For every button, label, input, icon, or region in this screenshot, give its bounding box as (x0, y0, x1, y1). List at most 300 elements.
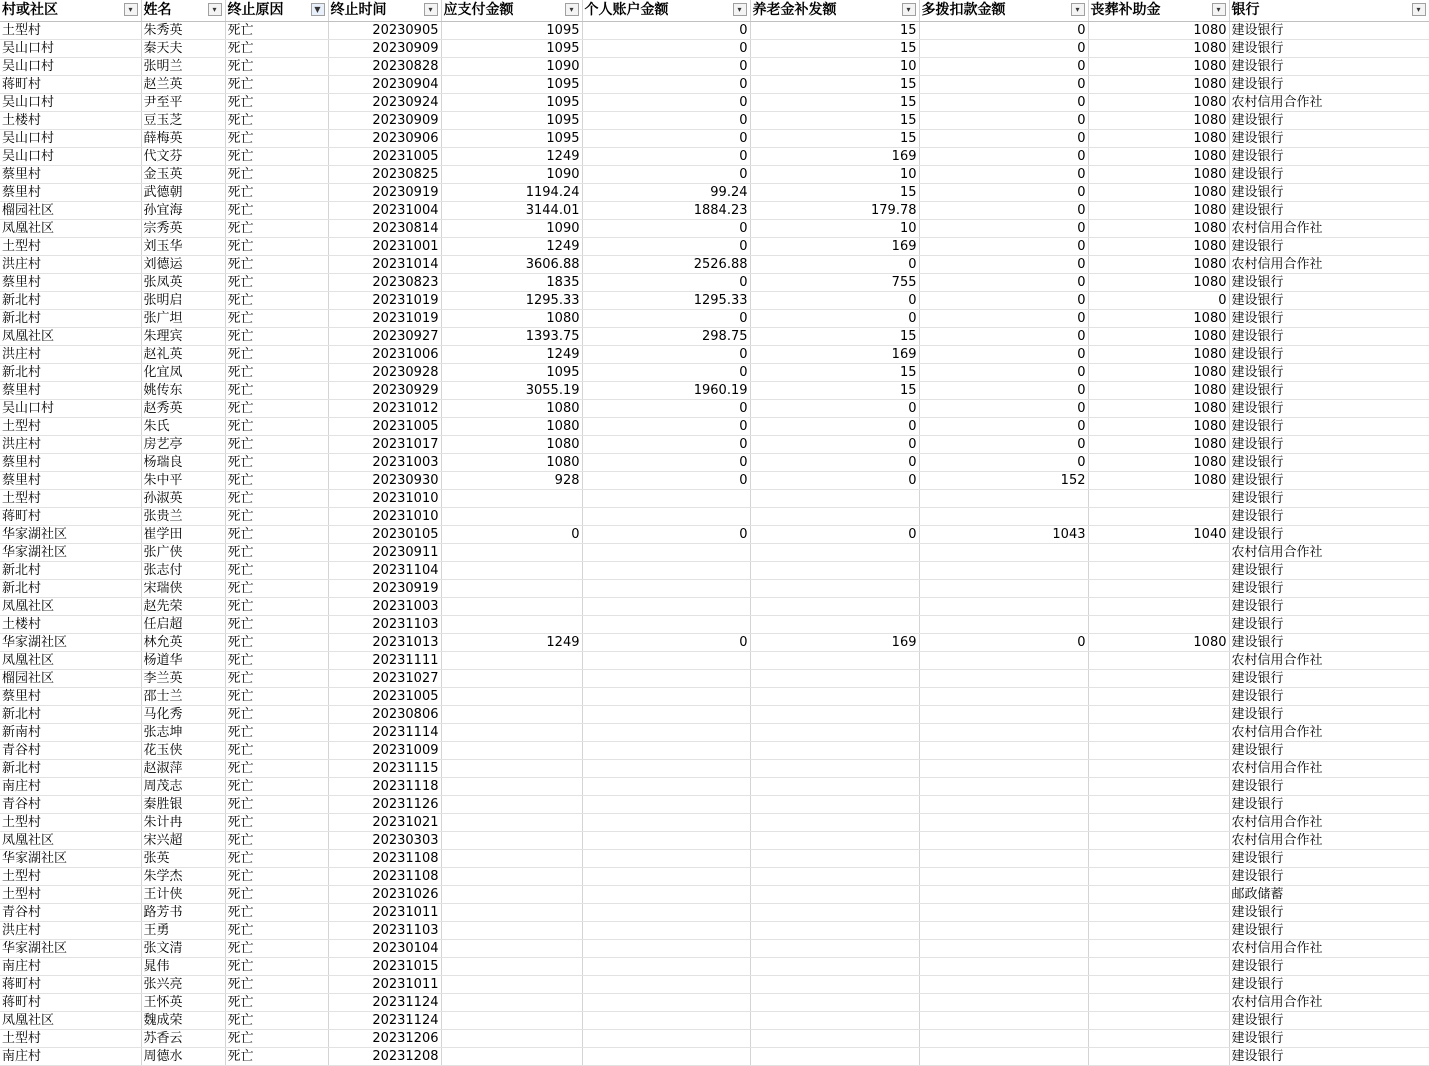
payable-amount-cell[interactable]: 1080 (441, 436, 582, 454)
termination-date-cell[interactable]: 20231026 (328, 886, 441, 904)
termination-reason-cell[interactable]: 死亡 (225, 616, 328, 634)
payable-amount-cell[interactable]: 3055.19 (441, 382, 582, 400)
personal-account-cell[interactable] (582, 814, 750, 832)
pension-reissue-cell[interactable] (750, 814, 919, 832)
village-cell[interactable]: 新北村 (0, 760, 141, 778)
personal-account-cell[interactable] (582, 508, 750, 526)
personal-account-cell[interactable]: 0 (582, 22, 750, 40)
village-cell[interactable]: 土楼村 (0, 616, 141, 634)
village-cell[interactable]: 洪庄村 (0, 346, 141, 364)
personal-account-cell[interactable]: 0 (582, 634, 750, 652)
personal-account-cell[interactable]: 2526.88 (582, 256, 750, 274)
termination-reason-cell[interactable]: 死亡 (225, 796, 328, 814)
termination-reason-cell[interactable]: 死亡 (225, 598, 328, 616)
overpaid-deduction-cell[interactable] (919, 1048, 1088, 1066)
funeral-subsidy-cell[interactable] (1088, 742, 1229, 760)
termination-reason-cell[interactable]: 死亡 (225, 130, 328, 148)
name-cell[interactable]: 刘玉华 (141, 238, 225, 256)
termination-reason-cell[interactable]: 死亡 (225, 706, 328, 724)
termination-date-cell[interactable]: 20230909 (328, 112, 441, 130)
bank-cell[interactable]: 农村信用合作社 (1229, 256, 1429, 274)
name-cell[interactable]: 朱秀英 (141, 22, 225, 40)
pension-reissue-cell[interactable] (750, 958, 919, 976)
funeral-subsidy-cell[interactable]: 1080 (1088, 94, 1229, 112)
overpaid-deduction-cell[interactable] (919, 850, 1088, 868)
termination-date-cell[interactable]: 20231108 (328, 850, 441, 868)
name-cell[interactable]: 张贵兰 (141, 508, 225, 526)
name-cell[interactable]: 张广侠 (141, 544, 225, 562)
payable-amount-cell[interactable]: 1249 (441, 634, 582, 652)
village-cell[interactable]: 华家湖社区 (0, 634, 141, 652)
overpaid-deduction-cell[interactable] (919, 1030, 1088, 1048)
overpaid-deduction-cell[interactable] (919, 976, 1088, 994)
funeral-subsidy-cell[interactable]: 1080 (1088, 202, 1229, 220)
bank-cell[interactable]: 建设银行 (1229, 202, 1429, 220)
funeral-subsidy-cell[interactable]: 1080 (1088, 274, 1229, 292)
pension-reissue-cell[interactable] (750, 562, 919, 580)
name-cell[interactable]: 林允英 (141, 634, 225, 652)
overpaid-deduction-cell[interactable]: 0 (919, 310, 1088, 328)
village-cell[interactable]: 吴山口村 (0, 40, 141, 58)
payable-amount-cell[interactable]: 1249 (441, 238, 582, 256)
termination-reason-cell[interactable]: 死亡 (225, 688, 328, 706)
name-cell[interactable]: 花玉侠 (141, 742, 225, 760)
payable-amount-cell[interactable] (441, 850, 582, 868)
name-cell[interactable]: 李兰英 (141, 670, 225, 688)
termination-date-cell[interactable]: 20231027 (328, 670, 441, 688)
termination-date-cell[interactable]: 20231005 (328, 688, 441, 706)
name-cell[interactable]: 周德水 (141, 1048, 225, 1066)
overpaid-deduction-cell[interactable] (919, 886, 1088, 904)
termination-reason-cell[interactable]: 死亡 (225, 22, 328, 40)
pension-reissue-cell[interactable]: 15 (750, 328, 919, 346)
overpaid-deduction-cell[interactable] (919, 616, 1088, 634)
termination-date-cell[interactable]: 20230303 (328, 832, 441, 850)
bank-cell[interactable]: 建设银行 (1229, 562, 1429, 580)
payable-amount-cell[interactable]: 1095 (441, 94, 582, 112)
bank-cell[interactable]: 农村信用合作社 (1229, 832, 1429, 850)
pension-reissue-cell[interactable]: 0 (750, 256, 919, 274)
termination-reason-cell[interactable]: 死亡 (225, 490, 328, 508)
overpaid-deduction-cell[interactable] (919, 742, 1088, 760)
termination-reason-cell[interactable]: 死亡 (225, 760, 328, 778)
name-cell[interactable]: 杨瑞良 (141, 454, 225, 472)
bank-cell[interactable]: 建设银行 (1229, 976, 1429, 994)
payable-amount-cell[interactable]: 1095 (441, 76, 582, 94)
termination-date-cell[interactable]: 20231005 (328, 418, 441, 436)
personal-account-cell[interactable] (582, 598, 750, 616)
pension-reissue-cell[interactable]: 15 (750, 364, 919, 382)
payable-amount-cell[interactable] (441, 1030, 582, 1048)
termination-date-cell[interactable]: 20230919 (328, 184, 441, 202)
bank-cell[interactable]: 建设银行 (1229, 76, 1429, 94)
termination-reason-cell[interactable]: 死亡 (225, 940, 328, 958)
pension-reissue-cell[interactable]: 10 (750, 58, 919, 76)
village-cell[interactable]: 青谷村 (0, 904, 141, 922)
termination-reason-cell[interactable]: 死亡 (225, 382, 328, 400)
termination-reason-cell[interactable]: 死亡 (225, 886, 328, 904)
village-cell[interactable]: 蔡里村 (0, 382, 141, 400)
village-cell[interactable]: 土型村 (0, 1030, 141, 1048)
name-cell[interactable]: 张兴亮 (141, 976, 225, 994)
name-cell[interactable]: 王勇 (141, 922, 225, 940)
payable-amount-cell[interactable]: 1095 (441, 22, 582, 40)
name-cell[interactable]: 路芳书 (141, 904, 225, 922)
overpaid-deduction-cell[interactable]: 0 (919, 94, 1088, 112)
termination-date-cell[interactable]: 20231013 (328, 634, 441, 652)
village-cell[interactable]: 榴园社区 (0, 670, 141, 688)
name-cell[interactable]: 王计侠 (141, 886, 225, 904)
pension-reissue-cell[interactable] (750, 850, 919, 868)
name-cell[interactable]: 张凤英 (141, 274, 225, 292)
personal-account-cell[interactable] (582, 1048, 750, 1066)
overpaid-deduction-cell[interactable] (919, 922, 1088, 940)
pension-reissue-cell[interactable]: 15 (750, 184, 919, 202)
payable-amount-cell[interactable]: 1095 (441, 130, 582, 148)
overpaid-deduction-cell[interactable] (919, 904, 1088, 922)
pension-reissue-cell[interactable]: 15 (750, 382, 919, 400)
pension-reissue-cell[interactable] (750, 508, 919, 526)
name-cell[interactable]: 孙淑英 (141, 490, 225, 508)
pension-reissue-cell[interactable] (750, 1030, 919, 1048)
payable-amount-cell[interactable] (441, 832, 582, 850)
termination-reason-cell[interactable]: 死亡 (225, 670, 328, 688)
personal-account-cell[interactable] (582, 706, 750, 724)
name-cell[interactable]: 朱学杰 (141, 868, 225, 886)
bank-cell[interactable]: 建设银行 (1229, 778, 1429, 796)
payable-amount-cell[interactable]: 3606.88 (441, 256, 582, 274)
termination-date-cell[interactable]: 20230924 (328, 94, 441, 112)
termination-date-cell[interactable]: 20231010 (328, 490, 441, 508)
village-cell[interactable]: 新北村 (0, 580, 141, 598)
pension-reissue-cell[interactable]: 169 (750, 634, 919, 652)
termination-date-cell[interactable]: 20231003 (328, 454, 441, 472)
termination-reason-cell[interactable]: 死亡 (225, 868, 328, 886)
village-cell[interactable]: 土型村 (0, 238, 141, 256)
personal-account-cell[interactable] (582, 994, 750, 1012)
funeral-subsidy-cell[interactable]: 1080 (1088, 454, 1229, 472)
overpaid-deduction-cell[interactable] (919, 994, 1088, 1012)
termination-date-cell[interactable]: 20231009 (328, 742, 441, 760)
bank-cell[interactable]: 建设银行 (1229, 148, 1429, 166)
funeral-subsidy-cell[interactable] (1088, 814, 1229, 832)
funeral-subsidy-cell[interactable]: 1080 (1088, 400, 1229, 418)
overpaid-deduction-cell[interactable]: 0 (919, 130, 1088, 148)
termination-date-cell[interactable]: 20231104 (328, 562, 441, 580)
overpaid-deduction-cell[interactable] (919, 778, 1088, 796)
termination-date-cell[interactable]: 20231124 (328, 994, 441, 1012)
personal-account-cell[interactable]: 0 (582, 274, 750, 292)
pension-reissue-cell[interactable]: 0 (750, 400, 919, 418)
village-cell[interactable]: 新北村 (0, 706, 141, 724)
payable-amount-cell[interactable] (441, 940, 582, 958)
bank-cell[interactable]: 建设银行 (1229, 508, 1429, 526)
overpaid-deduction-cell[interactable] (919, 562, 1088, 580)
payable-amount-cell[interactable] (441, 1012, 582, 1030)
pension-reissue-cell[interactable] (750, 760, 919, 778)
village-cell[interactable]: 土型村 (0, 490, 141, 508)
personal-account-cell[interactable]: 0 (582, 40, 750, 58)
bank-cell[interactable]: 建设银行 (1229, 742, 1429, 760)
funeral-subsidy-cell[interactable]: 1080 (1088, 238, 1229, 256)
termination-reason-cell[interactable]: 死亡 (225, 994, 328, 1012)
pension-reissue-cell[interactable] (750, 1048, 919, 1066)
personal-account-cell[interactable]: 0 (582, 454, 750, 472)
payable-amount-cell[interactable]: 1080 (441, 454, 582, 472)
name-cell[interactable]: 宋瑞侠 (141, 580, 225, 598)
personal-account-cell[interactable] (582, 868, 750, 886)
funeral-subsidy-cell[interactable] (1088, 508, 1229, 526)
village-cell[interactable]: 新南村 (0, 724, 141, 742)
termination-date-cell[interactable]: 20231017 (328, 436, 441, 454)
personal-account-cell[interactable] (582, 922, 750, 940)
pension-reissue-cell[interactable] (750, 724, 919, 742)
pension-reissue-cell[interactable]: 15 (750, 112, 919, 130)
termination-reason-cell[interactable]: 死亡 (225, 778, 328, 796)
overpaid-deduction-cell[interactable] (919, 724, 1088, 742)
overpaid-deduction-cell[interactable] (919, 796, 1088, 814)
payable-amount-cell[interactable] (441, 976, 582, 994)
overpaid-deduction-cell[interactable]: 0 (919, 418, 1088, 436)
village-cell[interactable]: 吴山口村 (0, 148, 141, 166)
pension-reissue-cell[interactable]: 15 (750, 40, 919, 58)
name-cell[interactable]: 张文清 (141, 940, 225, 958)
termination-reason-cell[interactable]: 死亡 (225, 94, 328, 112)
termination-date-cell[interactable]: 20230929 (328, 382, 441, 400)
overpaid-deduction-cell[interactable]: 152 (919, 472, 1088, 490)
bank-cell[interactable]: 建设银行 (1229, 850, 1429, 868)
bank-cell[interactable]: 建设银行 (1229, 418, 1429, 436)
name-cell[interactable]: 孙宜海 (141, 202, 225, 220)
overpaid-deduction-cell[interactable]: 0 (919, 400, 1088, 418)
personal-account-cell[interactable] (582, 544, 750, 562)
name-cell[interactable]: 赵淑萍 (141, 760, 225, 778)
funeral-subsidy-cell[interactable] (1088, 670, 1229, 688)
payable-amount-cell[interactable] (441, 742, 582, 760)
personal-account-cell[interactable]: 0 (582, 346, 750, 364)
bank-cell[interactable]: 建设银行 (1229, 274, 1429, 292)
pension-reissue-cell[interactable] (750, 868, 919, 886)
overpaid-deduction-cell[interactable]: 0 (919, 220, 1088, 238)
termination-date-cell[interactable]: 20231010 (328, 508, 441, 526)
termination-date-cell[interactable]: 20231006 (328, 346, 441, 364)
pension-reissue-cell[interactable]: 169 (750, 346, 919, 364)
pension-reissue-cell[interactable] (750, 742, 919, 760)
termination-reason-cell[interactable]: 死亡 (225, 526, 328, 544)
funeral-subsidy-cell[interactable]: 1080 (1088, 382, 1229, 400)
name-cell[interactable]: 赵秀英 (141, 400, 225, 418)
personal-account-cell[interactable]: 0 (582, 76, 750, 94)
village-cell[interactable]: 蔡里村 (0, 184, 141, 202)
pension-reissue-cell[interactable]: 0 (750, 472, 919, 490)
pension-reissue-cell[interactable] (750, 580, 919, 598)
overpaid-deduction-cell[interactable]: 0 (919, 184, 1088, 202)
bank-cell[interactable]: 建设银行 (1229, 238, 1429, 256)
funeral-subsidy-cell[interactable] (1088, 958, 1229, 976)
funeral-subsidy-cell[interactable] (1088, 580, 1229, 598)
funeral-subsidy-cell[interactable]: 1040 (1088, 526, 1229, 544)
termination-reason-cell[interactable]: 死亡 (225, 1048, 328, 1066)
termination-date-cell[interactable]: 20231103 (328, 922, 441, 940)
bank-cell[interactable]: 建设银行 (1229, 40, 1429, 58)
payable-amount-cell[interactable] (441, 760, 582, 778)
payable-amount-cell[interactable] (441, 688, 582, 706)
termination-reason-cell[interactable]: 死亡 (225, 418, 328, 436)
name-cell[interactable]: 张明启 (141, 292, 225, 310)
bank-cell[interactable]: 建设银行 (1229, 292, 1429, 310)
name-cell[interactable]: 秦天夫 (141, 40, 225, 58)
village-cell[interactable]: 华家湖社区 (0, 850, 141, 868)
payable-amount-cell[interactable] (441, 886, 582, 904)
payable-amount-cell[interactable] (441, 994, 582, 1012)
name-cell[interactable]: 宋兴超 (141, 832, 225, 850)
pension-reissue-cell[interactable] (750, 490, 919, 508)
name-cell[interactable]: 张志付 (141, 562, 225, 580)
name-cell[interactable]: 杨道华 (141, 652, 225, 670)
funeral-subsidy-cell[interactable]: 1080 (1088, 112, 1229, 130)
personal-account-cell[interactable] (582, 760, 750, 778)
pension-reissue-cell[interactable] (750, 796, 919, 814)
filter-dropdown-icon[interactable]: ▾ (902, 3, 916, 16)
personal-account-cell[interactable]: 0 (582, 94, 750, 112)
overpaid-deduction-cell[interactable]: 0 (919, 328, 1088, 346)
termination-date-cell[interactable]: 20230911 (328, 544, 441, 562)
termination-reason-cell[interactable]: 死亡 (225, 634, 328, 652)
village-cell[interactable]: 凤凰社区 (0, 832, 141, 850)
funeral-subsidy-cell[interactable] (1088, 1048, 1229, 1066)
termination-reason-cell[interactable]: 死亡 (225, 328, 328, 346)
bank-cell[interactable]: 建设银行 (1229, 580, 1429, 598)
overpaid-deduction-cell[interactable] (919, 580, 1088, 598)
funeral-subsidy-cell[interactable] (1088, 490, 1229, 508)
funeral-subsidy-cell[interactable]: 1080 (1088, 256, 1229, 274)
overpaid-deduction-cell[interactable] (919, 940, 1088, 958)
payable-amount-cell[interactable]: 1249 (441, 346, 582, 364)
funeral-subsidy-cell[interactable] (1088, 544, 1229, 562)
termination-date-cell[interactable]: 20231012 (328, 400, 441, 418)
bank-cell[interactable]: 建设银行 (1229, 112, 1429, 130)
filter-dropdown-icon[interactable]: ▾ (1071, 3, 1085, 16)
funeral-subsidy-cell[interactable]: 1080 (1088, 148, 1229, 166)
termination-date-cell[interactable]: 20231103 (328, 616, 441, 634)
personal-account-cell[interactable]: 0 (582, 166, 750, 184)
overpaid-deduction-cell[interactable]: 0 (919, 58, 1088, 76)
funeral-subsidy-cell[interactable]: 1080 (1088, 58, 1229, 76)
village-cell[interactable]: 凤凰社区 (0, 220, 141, 238)
overpaid-deduction-cell[interactable]: 0 (919, 634, 1088, 652)
village-cell[interactable]: 洪庄村 (0, 922, 141, 940)
village-cell[interactable]: 蔡里村 (0, 472, 141, 490)
termination-reason-cell[interactable]: 死亡 (225, 832, 328, 850)
name-cell[interactable]: 武德朝 (141, 184, 225, 202)
bank-cell[interactable]: 农村信用合作社 (1229, 220, 1429, 238)
payable-amount-cell[interactable] (441, 652, 582, 670)
termination-date-cell[interactable]: 20231118 (328, 778, 441, 796)
village-cell[interactable]: 凤凰社区 (0, 652, 141, 670)
pension-reissue-cell[interactable] (750, 976, 919, 994)
pension-reissue-cell[interactable] (750, 886, 919, 904)
name-cell[interactable]: 刘德运 (141, 256, 225, 274)
bank-cell[interactable]: 建设银行 (1229, 868, 1429, 886)
name-cell[interactable]: 薛梅英 (141, 130, 225, 148)
termination-date-cell[interactable]: 20231124 (328, 1012, 441, 1030)
village-cell[interactable]: 蔡里村 (0, 454, 141, 472)
personal-account-cell[interactable]: 0 (582, 436, 750, 454)
pension-reissue-cell[interactable]: 179.78 (750, 202, 919, 220)
pension-reissue-cell[interactable]: 0 (750, 454, 919, 472)
overpaid-deduction-cell[interactable] (919, 706, 1088, 724)
funeral-subsidy-cell[interactable]: 1080 (1088, 436, 1229, 454)
payable-amount-cell[interactable]: 1080 (441, 400, 582, 418)
termination-reason-cell[interactable]: 死亡 (225, 256, 328, 274)
payable-amount-cell[interactable]: 1095 (441, 364, 582, 382)
village-cell[interactable]: 华家湖社区 (0, 940, 141, 958)
personal-account-cell[interactable] (582, 886, 750, 904)
filter-dropdown-icon[interactable]: ▾ (1412, 3, 1426, 16)
village-cell[interactable]: 洪庄村 (0, 256, 141, 274)
overpaid-deduction-cell[interactable] (919, 832, 1088, 850)
village-cell[interactable]: 青谷村 (0, 742, 141, 760)
termination-reason-cell[interactable]: 死亡 (225, 166, 328, 184)
filter-dropdown-icon[interactable]: ▾ (1212, 3, 1226, 16)
pension-reissue-cell[interactable]: 169 (750, 238, 919, 256)
overpaid-deduction-cell[interactable]: 0 (919, 256, 1088, 274)
pension-reissue-cell[interactable]: 15 (750, 94, 919, 112)
termination-reason-cell[interactable]: 死亡 (225, 202, 328, 220)
overpaid-deduction-cell[interactable] (919, 814, 1088, 832)
payable-amount-cell[interactable] (441, 706, 582, 724)
village-cell[interactable]: 蒋町村 (0, 994, 141, 1012)
name-cell[interactable]: 朱理宾 (141, 328, 225, 346)
funeral-subsidy-cell[interactable] (1088, 1012, 1229, 1030)
termination-date-cell[interactable]: 20231115 (328, 760, 441, 778)
bank-cell[interactable]: 建设银行 (1229, 616, 1429, 634)
termination-reason-cell[interactable]: 死亡 (225, 364, 328, 382)
bank-cell[interactable]: 建设银行 (1229, 130, 1429, 148)
payable-amount-cell[interactable]: 1393.75 (441, 328, 582, 346)
pension-reissue-cell[interactable] (750, 544, 919, 562)
termination-date-cell[interactable]: 20231014 (328, 256, 441, 274)
personal-account-cell[interactable]: 0 (582, 130, 750, 148)
filter-dropdown-icon[interactable]: ▾ (124, 3, 138, 16)
payable-amount-cell[interactable] (441, 544, 582, 562)
bank-cell[interactable]: 建设银行 (1229, 796, 1429, 814)
termination-date-cell[interactable]: 20231019 (328, 310, 441, 328)
bank-cell[interactable]: 建设银行 (1229, 1030, 1429, 1048)
pension-reissue-cell[interactable]: 15 (750, 22, 919, 40)
personal-account-cell[interactable] (582, 670, 750, 688)
personal-account-cell[interactable] (582, 742, 750, 760)
name-cell[interactable]: 张志坤 (141, 724, 225, 742)
village-cell[interactable]: 新北村 (0, 364, 141, 382)
village-cell[interactable]: 蒋町村 (0, 976, 141, 994)
funeral-subsidy-cell[interactable]: 1080 (1088, 220, 1229, 238)
bank-cell[interactable]: 建设银行 (1229, 400, 1429, 418)
termination-date-cell[interactable]: 20231208 (328, 1048, 441, 1066)
bank-cell[interactable]: 建设银行 (1229, 364, 1429, 382)
overpaid-deduction-cell[interactable]: 0 (919, 364, 1088, 382)
termination-reason-cell[interactable]: 死亡 (225, 148, 328, 166)
funeral-subsidy-cell[interactable] (1088, 760, 1229, 778)
payable-amount-cell[interactable] (441, 922, 582, 940)
termination-reason-cell[interactable]: 死亡 (225, 976, 328, 994)
termination-reason-cell[interactable]: 死亡 (225, 184, 328, 202)
overpaid-deduction-cell[interactable] (919, 508, 1088, 526)
name-cell[interactable]: 苏香云 (141, 1030, 225, 1048)
personal-account-cell[interactable]: 1960.19 (582, 382, 750, 400)
pension-reissue-cell[interactable]: 755 (750, 274, 919, 292)
payable-amount-cell[interactable]: 1194.24 (441, 184, 582, 202)
